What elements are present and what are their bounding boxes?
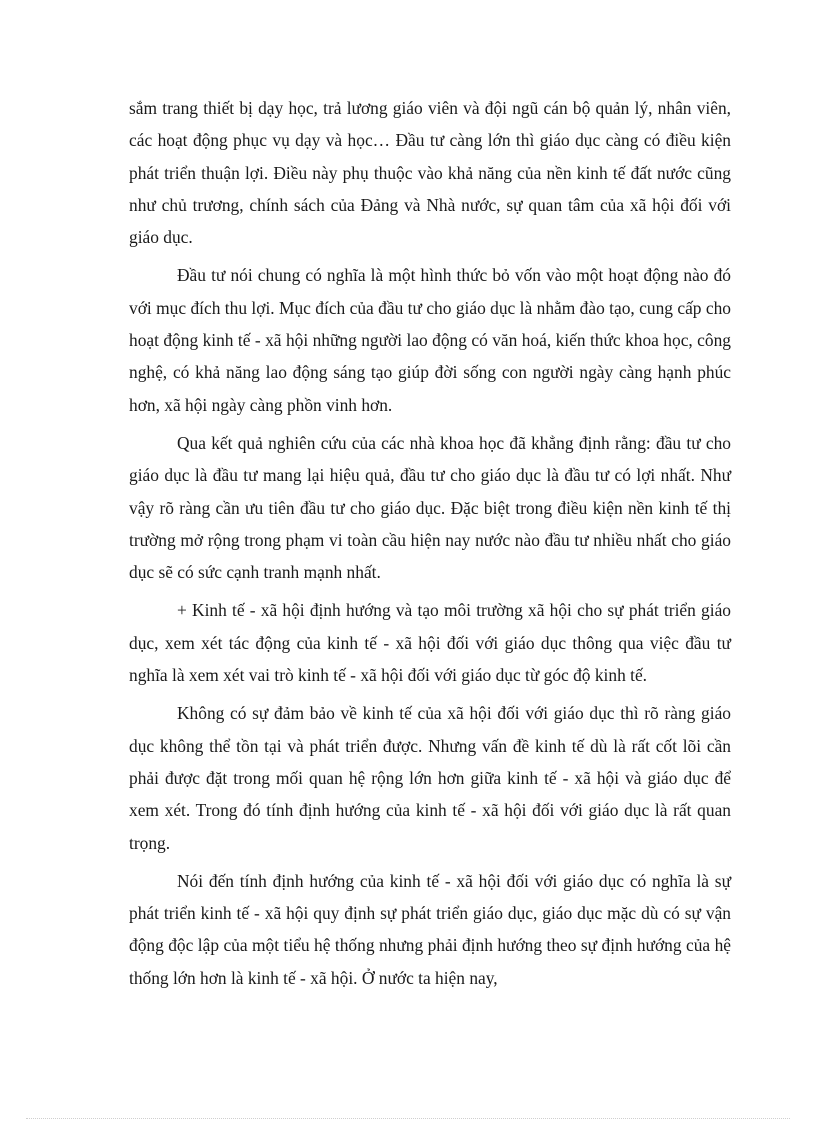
page-bottom-rule: [26, 1118, 790, 1119]
paragraph-6: Nói đến tính định hướng của kinh tế - xã hội đối với giáo dục có nghĩa là sự phát triển kinh tế - xã hội quy định sự phát triển giáo dục, giáo dục mặc dù có sự vận động độc lập của một tiểu hệ thống nhưng phải định hướng theo sự định hướng của hệ thống lớn hơn là kinh tế - xã hội. Ở nước ta hiện nay,: [129, 870, 731, 988]
paragraph-3: Qua kết quả nghiên cứu của các nhà khoa học đã khẳng định rằng: đầu tư cho giáo dục là đầu tư mang lại hiệu quả, đầu tư cho giáo dục là đầu tư có lợi nhất. Như vậy rõ ràng cần ưu tiên đầu tư cho giáo dục. Đặc biệt trong điều kiện nền kinh tế thị trường mở rộng trong phạm vi toàn cầu hiện nay nước nào đầu tư nhiều nhất cho giáo dục sẽ có sức cạnh tranh mạnh nhất.: [129, 432, 731, 583]
document-body: [129, 92, 731, 1000]
paragraph-5: Không có sự đảm bảo về kinh tế của xã hội đối với giáo dục thì rõ ràng giáo dục không thể tồn tại và phát triển được. Nhưng vấn đề kinh tế dù là rất cốt lõi cần phải được đặt trong mối quan hệ rộng lớn hơn giữa kinh tế - xã hội và giáo dục để xem xét. Trong đó tính định hướng của kinh tế - xã hội đối với giáo dục là rất quan trọng.: [129, 703, 731, 853]
paragraph-4: + Kinh tế - xã hội định hướng và tạo môi trường xã hội cho sự phát triển giáo dục, xem xét tác động của kinh tế - xã hội đối với giáo dục thông qua việc đầu tư nghĩa là xem xét vai trò kinh tế - xã hội đối với giáo dục từ góc độ kinh tế.: [129, 600, 731, 686]
paragraph-2: Đầu tư nói chung có nghĩa là một hình thức bỏ vốn vào một hoạt động nào đó với mục đích thu lợi. Mục đích của đầu tư cho giáo dục là nhằm đào tạo, cung cấp cho hoạt động kinh tế - xã hội những người lao động có văn hoá, kiến thức khoa học, công nghệ, có khả năng lao động sáng tạo giúp đời sống con người ngày càng hạnh phúc hơn, xã hội ngày càng phồn vinh hơn.: [129, 265, 731, 415]
paragraph-1: sắm trang thiết bị dạy học, trả lương giáo viên và đội ngũ cán bộ quản lý, nhân viên, các hoạt động phục vụ dạy và học… Đầu tư càng lớn thì giáo dục càng có điều kiện phát triển thuận lợi. Điều này phụ thuộc vào khả năng của nền kinh tế đất nước cũng như chủ trương, chính sách của Đảng và Nhà nước, sự quan tâm của xã hội đối với giáo dục.: [129, 98, 731, 248]
